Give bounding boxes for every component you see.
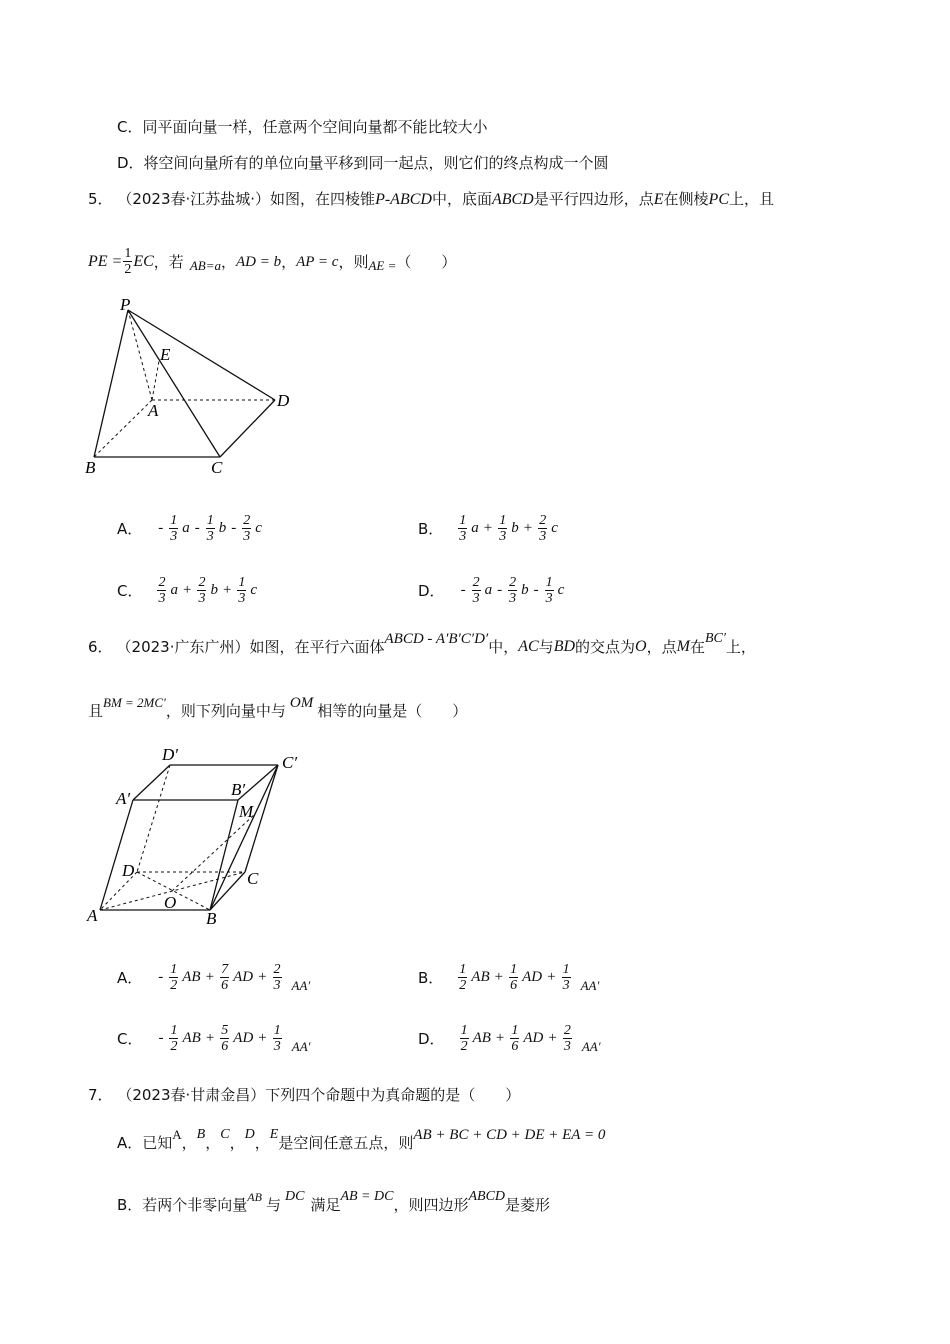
label-b: B (85, 458, 96, 477)
fraction-denominator: 3 (472, 591, 480, 606)
vector: AB (182, 1030, 201, 1046)
q5-base: ABCD (491, 191, 534, 208)
edge-pd (128, 310, 275, 400)
q6-stem-text: 与 (538, 638, 554, 656)
vector: b (210, 582, 218, 598)
vector: a (170, 582, 178, 598)
q6-bc1: BC′ (704, 631, 726, 646)
sign: + (523, 520, 533, 536)
label-d1: D′ (162, 745, 178, 764)
fraction-denominator: 3 (273, 978, 281, 993)
fraction-numerator: 2 (539, 513, 547, 528)
q6-o: O (635, 638, 647, 655)
fraction-numerator: 1 (273, 1023, 281, 1038)
q5-option-c[interactable] (117, 575, 257, 606)
fraction (509, 962, 518, 993)
q5-pyramid: P-ABCD (375, 191, 432, 208)
sign: + (494, 969, 504, 985)
sign: - (158, 1030, 164, 1046)
vector: AD (233, 1030, 254, 1046)
vector: c (250, 582, 258, 598)
fraction-denominator: 3 (562, 978, 570, 993)
q6-option-d[interactable] (418, 1023, 601, 1054)
q6-stem-text: ，点 (646, 638, 677, 656)
q5-stem-text: 如图，在四棱锥 (270, 190, 376, 208)
fraction (169, 1023, 178, 1054)
option-expression (457, 513, 558, 544)
label-a: A (148, 401, 159, 420)
fraction (472, 575, 481, 606)
separator: ， (254, 1134, 270, 1152)
fraction-denominator: 6 (221, 978, 229, 993)
point-b: B (196, 1127, 206, 1142)
hidden-segment-om (172, 814, 255, 891)
hidden-edge-pa (128, 310, 152, 400)
sign: + (495, 1030, 505, 1046)
q5-condition (88, 246, 456, 277)
fraction-numerator: 2 (509, 575, 517, 590)
fraction-denominator: 3 (539, 529, 547, 544)
option-expression (457, 962, 599, 993)
q5-cond-rhs: EC (133, 252, 154, 270)
q5-vec-ab: AB=a (189, 257, 221, 273)
option-label: B． (418, 520, 444, 538)
q5-stem-text: 是平行四边形，点 (533, 190, 654, 208)
vector: AA′ (581, 1038, 601, 1054)
q5-paren: （ ） (396, 252, 457, 271)
fraction (508, 575, 517, 606)
vector: AB (182, 969, 201, 985)
label-o: O (164, 893, 177, 912)
q7-source: （2023春·甘肃金昌） (117, 1086, 266, 1104)
fraction-numerator: 5 (221, 1023, 229, 1038)
q7-stem-text: 下列四个命题中为真命题的是（ ） (265, 1086, 521, 1104)
option-expression (156, 513, 262, 544)
vector: AD (522, 969, 543, 985)
q6-source: （2023·广东广州） (116, 638, 250, 656)
q6-cond: BM = 2MC′ (103, 695, 166, 710)
option-label: B．若两个非零向量 (117, 1196, 248, 1214)
q6-qie: 且 (88, 702, 104, 720)
q5-ruo: ，若 (153, 252, 184, 271)
fraction-numerator: 1 (562, 962, 570, 977)
q6-om: OM (289, 695, 314, 711)
vector: b (218, 520, 227, 536)
separator: ， (229, 1134, 245, 1152)
quadrilateral-abcd: ABCD (468, 1189, 506, 1204)
q5-option-b[interactable] (418, 513, 558, 544)
vector-sum-expression: AB + BC + CD + DE + EA = 0 (413, 1127, 606, 1143)
fraction (273, 1023, 282, 1054)
edge-b1b (210, 800, 238, 910)
vector: a (484, 582, 493, 598)
fraction (563, 1023, 572, 1054)
q6-stem (88, 631, 756, 657)
fraction (242, 513, 251, 544)
fraction-denominator: 2 (170, 978, 178, 993)
label-c1: C′ (282, 753, 298, 772)
vector: AA′ (291, 977, 311, 993)
fraction-denominator: 3 (243, 529, 251, 544)
q5-cond-lhs: PE = (88, 252, 123, 270)
label-a: A (87, 906, 98, 925)
q6-stem-text: 如图，在平行六面体 (249, 638, 385, 656)
separator: ， (205, 1134, 221, 1152)
q5-pyramid-figure (80, 295, 310, 480)
q4-option-c: C．同平面向量一样，任意两个空间向量都不能比较大小 (117, 118, 488, 136)
fraction-numerator: 1 (206, 513, 214, 528)
fraction-numerator: 2 (273, 962, 281, 977)
point-e: E (269, 1127, 279, 1142)
q5-cond-fraction (123, 246, 132, 277)
q6-parallelepiped-figure (80, 740, 320, 930)
option-text: 是空间任意五点，则 (278, 1134, 414, 1152)
option-label: A． (117, 520, 143, 538)
q7-stem (88, 1085, 520, 1105)
sign: + (548, 1030, 557, 1046)
fraction-denominator: 3 (198, 591, 206, 606)
q5-point-e: E (653, 191, 664, 208)
point-a: A (172, 1127, 182, 1142)
fraction-numerator: 2 (198, 575, 206, 590)
q6-m: M (676, 638, 690, 655)
sign: + (205, 969, 215, 985)
vector: c (255, 520, 262, 536)
q7-option-b[interactable] (117, 1189, 551, 1215)
fraction-denominator: 2 (124, 262, 132, 277)
fraction-numerator: 1 (124, 246, 132, 261)
vector: AD (523, 1030, 544, 1046)
option-expression (156, 1023, 310, 1054)
q6-solid: ABCD - A′B′C′D′ (384, 631, 489, 647)
q5-comma: ， (220, 252, 236, 271)
q6-stem-text: 在 (689, 638, 705, 656)
q5-vec-ad: AD = b (235, 253, 282, 270)
fraction-numerator: 7 (221, 962, 229, 977)
fraction-numerator: 1 (545, 575, 553, 590)
edge-pb (94, 310, 128, 457)
option-expression (156, 575, 257, 606)
fraction (220, 1023, 229, 1054)
fraction-numerator: 1 (238, 575, 246, 590)
label-m: M (239, 802, 254, 821)
label-b: B (206, 909, 217, 928)
q5-option-d[interactable] (418, 575, 564, 606)
vector: a (182, 520, 190, 536)
q6-stem-text: 的交点为 (575, 638, 636, 656)
label-a1: A′ (116, 789, 131, 808)
q7-option-a[interactable] (117, 1127, 606, 1153)
fraction-numerator: 1 (459, 513, 467, 528)
fraction-denominator: 2 (170, 1039, 178, 1054)
q6-ac: AC (518, 638, 539, 655)
fraction (197, 575, 206, 606)
fraction-denominator: 6 (221, 1039, 229, 1054)
vector-dc: DC (284, 1189, 305, 1204)
option-label: B． (418, 969, 444, 987)
fraction (498, 513, 507, 544)
vector: c (557, 582, 565, 598)
fraction-numerator: 1 (459, 962, 467, 977)
fraction (460, 1023, 469, 1054)
sign: + (258, 969, 267, 985)
option-text: 是菱形 (505, 1196, 551, 1214)
vector: b (521, 582, 529, 598)
hidden-edge-ab (94, 400, 152, 457)
q7-number: 7． (88, 1086, 113, 1104)
option-label: D． (418, 582, 445, 600)
sign: - (158, 520, 164, 536)
vector: c (551, 520, 558, 536)
q5-stem-text: 上，且 (729, 190, 775, 208)
fraction-denominator: 6 (510, 978, 518, 993)
sign: + (258, 1030, 267, 1046)
q6-option-b[interactable] (418, 962, 599, 993)
option-label: A．已知 (117, 1134, 173, 1152)
label-c: C (247, 869, 259, 888)
label-b1: B′ (231, 780, 246, 799)
fraction (157, 575, 166, 606)
sign: + (483, 520, 493, 536)
fraction-denominator: 3 (545, 591, 553, 606)
fraction-denominator: 2 (459, 978, 467, 993)
q6-bd: BD (553, 638, 576, 655)
label-e: E (160, 345, 171, 364)
fraction (458, 962, 467, 993)
q6-number: 6． (88, 638, 113, 656)
option-expression (459, 575, 565, 606)
q5-comma: ， (281, 252, 297, 271)
vector: AD (233, 969, 254, 985)
q5-stem (88, 189, 774, 210)
fraction (545, 575, 554, 606)
q6-stem-text: 相等的向量是（ ） (317, 702, 468, 720)
option-text: 满足 (310, 1196, 341, 1214)
option-label: C． (117, 1030, 143, 1048)
vector-ab: AB (247, 1190, 262, 1204)
fraction-numerator: 1 (510, 962, 518, 977)
fraction (169, 513, 178, 544)
q6-stem-text: ，则下列向量中与 (165, 702, 286, 720)
option-label: D． (418, 1030, 445, 1048)
vector-equation: AB = DC (340, 1189, 394, 1204)
fraction-numerator: 1 (460, 1023, 468, 1038)
vector: AA′ (291, 1038, 311, 1054)
sign: - (533, 582, 539, 598)
fraction-numerator: 1 (170, 1023, 178, 1038)
fraction-denominator: 3 (273, 1039, 281, 1054)
sign: + (182, 582, 192, 598)
q5-vec-ap: AP = c (296, 253, 339, 270)
sign: - (460, 582, 466, 598)
vector: b (511, 520, 519, 536)
fraction-numerator: 2 (472, 575, 480, 590)
q5-number: 5． (88, 190, 113, 208)
fraction (237, 575, 246, 606)
q5-stem-text: 在侧棱 (663, 190, 709, 208)
label-c: C (211, 458, 223, 477)
label-d: D (122, 861, 135, 880)
fraction-numerator: 1 (170, 513, 178, 528)
q5-source: （2023春·江苏盐城·） (117, 190, 271, 208)
q6-stem-text: 中， (488, 638, 519, 656)
fraction-denominator: 3 (499, 529, 507, 544)
fraction-denominator: 6 (511, 1039, 519, 1054)
hidden-segment-ae (152, 361, 159, 400)
sign: + (547, 969, 556, 985)
q6-condition (88, 695, 468, 721)
q5-stem-text: 中，底面 (431, 190, 492, 208)
option-label: C． (117, 582, 143, 600)
sign: + (222, 582, 232, 598)
fraction-denominator: 3 (158, 591, 166, 606)
label-d: D (277, 391, 290, 410)
q6-option-c[interactable] (117, 1023, 310, 1054)
edge-cd (220, 400, 275, 457)
option-text: ，则四边形 (393, 1196, 469, 1214)
fraction-denominator: 3 (238, 591, 246, 606)
q5-option-a[interactable] (117, 513, 262, 544)
fraction-denominator: 3 (459, 529, 467, 544)
q6-stem-text: 上， (725, 638, 756, 656)
q5-ze: ，则 (338, 252, 369, 271)
sign: - (158, 969, 164, 985)
vector: AB (471, 969, 490, 985)
fraction-numerator: 2 (158, 575, 166, 590)
fraction-denominator: 3 (206, 529, 214, 544)
option-expression (459, 1023, 601, 1054)
fraction (538, 513, 547, 544)
vector: AB (472, 1030, 491, 1046)
edge-a1a (100, 800, 133, 910)
fraction-numerator: 1 (170, 962, 178, 977)
fraction (273, 962, 282, 993)
sign: - (194, 520, 200, 536)
fraction-numerator: 1 (511, 1023, 519, 1038)
fraction-denominator: 3 (563, 1039, 571, 1054)
point-c: C (220, 1127, 230, 1142)
q6-option-a[interactable] (117, 962, 310, 993)
q5-vec-ae: AE = (368, 257, 397, 273)
edge-pc (128, 310, 220, 457)
fraction-denominator: 2 (460, 1039, 468, 1054)
q5-edge-pc: PC (708, 191, 729, 208)
label-p: P (120, 295, 131, 314)
point-d: D (244, 1127, 255, 1142)
sign: - (497, 582, 503, 598)
option-label: A． (117, 969, 143, 987)
sign: - (231, 520, 237, 536)
fraction-numerator: 2 (563, 1023, 571, 1038)
fraction-numerator: 2 (243, 513, 251, 528)
vector: a (471, 520, 479, 536)
fraction-denominator: 3 (170, 529, 178, 544)
fraction (169, 962, 178, 993)
option-text: 与 (265, 1196, 281, 1214)
fraction (562, 962, 571, 993)
fraction (220, 962, 229, 993)
sign: + (205, 1030, 215, 1046)
separator: ， (181, 1134, 197, 1152)
option-expression (156, 962, 310, 993)
fraction (206, 513, 215, 544)
fraction (510, 1023, 519, 1054)
fraction-denominator: 3 (509, 591, 517, 606)
q4-option-d: D．将空间向量所有的单位向量平移到同一起点，则它们的终点构成一个圆 (117, 154, 609, 172)
fraction-numerator: 1 (499, 513, 507, 528)
vector: AA′ (580, 977, 600, 993)
fraction (458, 513, 467, 544)
